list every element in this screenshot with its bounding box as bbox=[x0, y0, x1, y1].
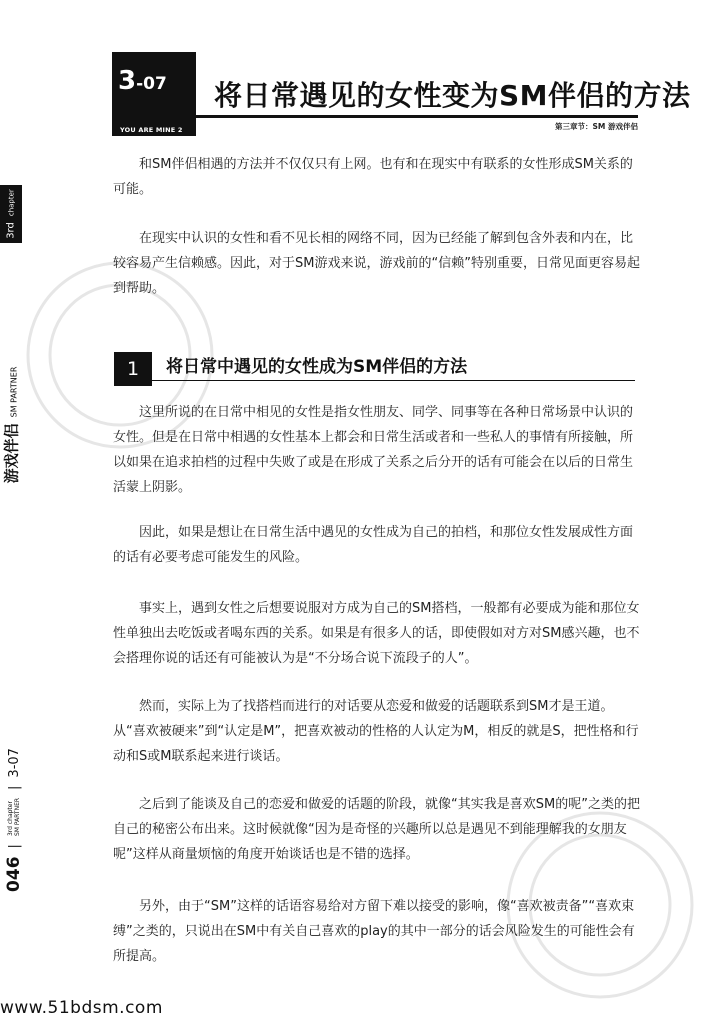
title-divider bbox=[196, 115, 638, 118]
page-title: 将日常遇见的女性变为SM伴侣的方法 bbox=[214, 79, 691, 112]
book-title: 游戏伴侣 bbox=[2, 423, 21, 484]
body-paragraph-6: 另外，由于“SM”这样的话语容易给对方留下难以接受的影响，像“喜欢被责备”“喜欢束缚”之类的，只说出在SM中有关自己喜欢的play的其中一部分的话会风险发生的可能性会有所提高。 bbox=[113, 899, 635, 964]
sidebar-book-title bbox=[1, 367, 22, 484]
intro-paragraph-2: 在现实中认识的女性和看不见长相的网络不同，因为已经能了解到包含外表和内在，比较容易产生信赖感。因此，对于SM游戏来说，游戏前的“信赖”特别重要，日常见面更容易起到帮助。 bbox=[113, 231, 640, 296]
chapter-tab-label: 3rd bbox=[5, 222, 17, 239]
footer-small-2: SM PARTNER bbox=[14, 797, 21, 837]
body-paragraph-3: 事实上，遇到女性之后想要说服对方成为自己的SM搭档，一般都有必要成为能和那位女性单独出去吃饭或者喝东西的关系。如果是有很多人的话，即使假如对方对SM感兴趣，也不会搭理你说的话还有可能被认为是“不分场合说下流段子的人”。 bbox=[113, 601, 640, 666]
section-number: 1 bbox=[114, 352, 152, 386]
footer-section: 3-07 bbox=[6, 748, 22, 778]
chapter-subtitle: YOU ARE MINE 2 bbox=[120, 126, 183, 134]
section-title: 将日常中遇见的女性成为SM伴侣的方法 bbox=[166, 357, 468, 377]
chapter-badge bbox=[112, 52, 196, 136]
body-paragraph-4: 然而，实际上为了找搭档而进行的对话要从恋爱和做爱的话题联系到SM才是王道。从“喜欢被硬来”到“认定是M”，把喜欢被动的性格的人认定为M，相反的就是S，把性格和行动和S或M联系起来进行谈话。 bbox=[113, 699, 639, 764]
footer-url[interactable]: www.51bdsm.com bbox=[0, 998, 163, 1018]
body-paragraph-5: 之后到了能谈及自己的恋爱和做爱的话题的阶段，就像“其实我是喜欢SM的呢”之类的把自己的秘密公布出来。这时候就像“因为是奇怪的兴趣所以总是遇见不到能理解我的女朋友呢”这样从商量烦恼的角度开始谈话也是不错的选择。 bbox=[113, 797, 640, 862]
section-label: 第三章节：SM 游戏伴侣 bbox=[555, 122, 638, 131]
footer-chapter bbox=[7, 798, 21, 836]
body-paragraph-1: 这里所说的在日常中相见的女性是指女性朋友、同学、同事等在各种日常场景中认识的女性。但是在日常中相遇的女性基本上都会和日常生活或者和一些私人的事情有所接触，所以如果在追求拍档的过程中失败了或是在形成了关系之后分开的话有可能会在以后的日常生活蒙上阴影。 bbox=[113, 405, 634, 495]
body-paragraph-2: 因此，如果是想让在日常生活中遇见的女性成为自己的拍档，和那位女性发展成性方面的话有必要考虑可能发生的风险。 bbox=[113, 525, 634, 565]
intro-paragraph-1: 和SM伴侣相遇的方法并不仅仅只有上网。也有和在现实中有联系的女性形成SM关系的可能。 bbox=[113, 157, 633, 197]
page-number: 046 bbox=[4, 856, 24, 892]
separator: | bbox=[6, 844, 22, 849]
separator-2: | bbox=[6, 785, 22, 790]
chapter-tab-sub: chapter bbox=[7, 189, 16, 217]
chapter-suffix: -07 bbox=[136, 74, 167, 94]
chapter-tab bbox=[0, 185, 22, 243]
section-divider bbox=[152, 380, 635, 381]
sidebar-footer bbox=[4, 748, 24, 892]
footer-small-1: 3rd chapter bbox=[7, 801, 14, 837]
chapter-number: 3-07 bbox=[118, 66, 167, 96]
book-title-en: SM PARTNER bbox=[9, 366, 19, 418]
